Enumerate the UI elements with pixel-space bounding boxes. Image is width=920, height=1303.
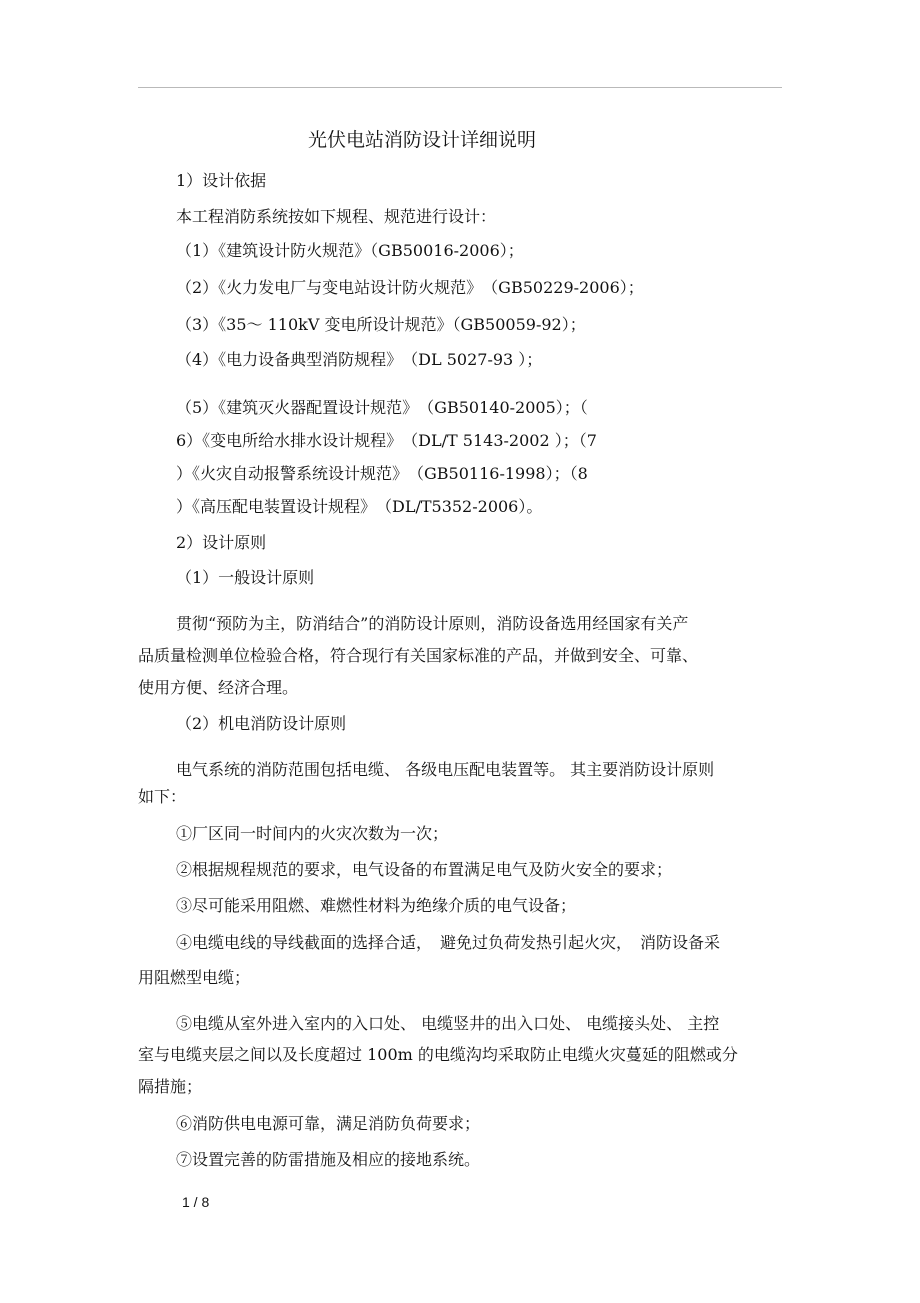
standard-item: （1）《建筑设计防火规范》（GB50016-2006）； (176, 241, 524, 260)
principle-item-continued: 用阻燃型电缆； (138, 968, 251, 987)
standard-item: （4）《电力设备典型消防规程》 （DL 5027-93 ）； (176, 350, 543, 369)
section-intro: 本工程消防系统按如下规程、规范进行设计： (176, 207, 497, 226)
subsection-heading-electrical: （2）机电消防设计原则 (176, 714, 347, 733)
principle-item-continued: 隔措施； (138, 1077, 203, 1096)
header-rule (138, 87, 782, 88)
standard-item: ）《高压配电装置设计规程》 （DL/T5352-2006）。 (176, 497, 543, 516)
paragraph-line: 使用方便、经济合理。 (138, 678, 299, 697)
standard-item: （5）《建筑灭火器配置设计规范》 （GB50140-2005）；（ (176, 398, 588, 417)
standard-item: 6）《变电所给水排水设计规程》 （DL/T 5143-2002 ）；（7 (176, 431, 597, 450)
standard-item: （2）《火力发电厂与变电站设计防火规范》 （GB50229-2006）； (176, 278, 644, 297)
principle-item: ⑥消防供电电源可靠，满足消防负荷要求； (176, 1114, 481, 1133)
principle-item: ⑤电缆从室外进入室内的入口处、 电缆竖井的出入口处、 电缆接头处、 主控 (176, 1014, 720, 1033)
principle-item-continued: 室与电缆夹层之间以及长度超过 100m 的电缆沟均采取防止电缆火灾蔓延的阻燃或分 (138, 1045, 738, 1064)
principle-item: ②根据规程规范的要求，电气设备的布置满足电气及防火安全的要求； (176, 860, 673, 879)
principle-item: ⑦设置完善的防雷措施及相应的接地系统。 (176, 1150, 481, 1169)
page-number: 1 / 8 (182, 1194, 210, 1210)
subsection-heading-general: （1）一般设计原则 (176, 568, 315, 587)
standard-item: ）《火灾自动报警系统设计规范》 （GB50116-1998）；（8 (176, 464, 588, 483)
paragraph-line: 贯彻“预防为主，防消结合”的消防设计原则，消防设备选用经国家有关产 (176, 614, 689, 633)
paragraph-line: 如下： (138, 787, 187, 806)
principle-item: ①厂区同一时间内的火灾次数为一次； (176, 824, 449, 843)
principle-item: ④电缆电线的导线截面的选择合适， 避免过负荷发热引起火灾， 消防设备采 (176, 933, 721, 952)
standard-item: （3）《35～ 110kV 变电所设计规范》（GB50059-92）； (176, 315, 586, 334)
section-heading-design-basis: 1）设计依据 (176, 171, 267, 190)
paragraph-line: 电气系统的消防范围包括电缆、 各级电压配电装置等。 其主要消防设计原则 (176, 760, 715, 779)
section-heading-design-principles: 2）设计原则 (176, 533, 267, 552)
paragraph-line: 品质量检测单位检验合格，符合现行有关国家标准的产品，并做到安全、可靠、 (138, 646, 699, 665)
principle-item: ③尽可能采用阻燃、难燃性材料为绝缘介质的电气设备； (176, 896, 577, 915)
document-title: 光伏电站消防设计详细说明 (308, 129, 537, 151)
